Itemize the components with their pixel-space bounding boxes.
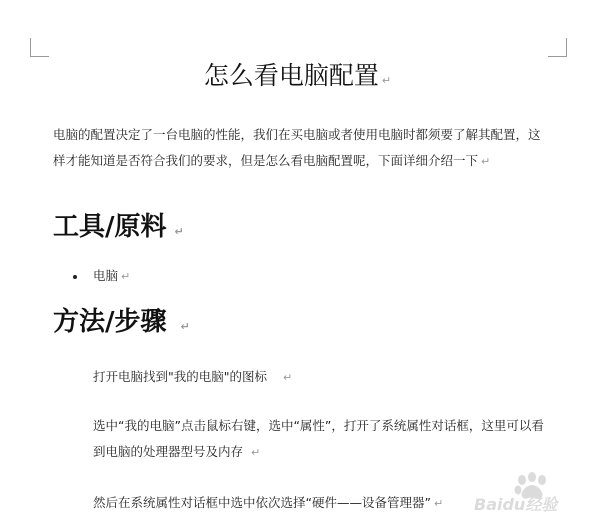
paragraph-mark: ↵ bbox=[481, 155, 491, 168]
tool-item-text: 电脑 bbox=[93, 268, 119, 283]
intro-paragraph bbox=[53, 122, 551, 175]
document-title-text: 怎么看电脑配置 bbox=[203, 61, 379, 90]
step-paragraph-2 bbox=[93, 413, 553, 466]
intro-text: 电脑的配置决定了一台电脑的性能，我们在买电脑或者使用电脑时都须要了解其配置，这样才能知道是否符合我们的要求，但是怎么看电脑配置呢，下面详细介绍一下 bbox=[53, 127, 541, 168]
document-title bbox=[0, 58, 595, 99]
step-2-text: 选中“我的电脑”点击鼠标右键，选中“属性”，打开了系统属性对话框，这里可以看到电脑的处理器型号及内存 bbox=[93, 418, 544, 459]
tools-heading-text: 工具/原料 bbox=[53, 212, 167, 242]
paragraph-mark: ↵ bbox=[251, 446, 261, 459]
step-paragraph-1 bbox=[93, 364, 553, 391]
crop-mark-top-right bbox=[548, 38, 567, 57]
paragraph-mark: ↵ bbox=[381, 74, 392, 87]
paragraph-mark: ↵ bbox=[433, 497, 444, 510]
step-3-text: 然后在系统属性对话框中选中依次选择“硬件——设备管理器” bbox=[93, 495, 431, 510]
paragraph-mark: ↵ bbox=[283, 371, 293, 384]
step-1-text: 打开电脑找到"我的电脑"的图标 bbox=[93, 369, 267, 384]
paragraph-mark: ↵ bbox=[174, 225, 184, 238]
paragraph-mark: ↵ bbox=[180, 320, 190, 333]
watermark-text: Baidu经验 bbox=[474, 495, 558, 514]
bullet-icon bbox=[73, 275, 77, 279]
baidu-jingyan-watermark bbox=[470, 466, 590, 522]
crop-mark-top-left bbox=[30, 38, 49, 57]
tools-heading bbox=[53, 210, 184, 249]
steps-heading-text: 方法/步骤 bbox=[53, 307, 167, 337]
steps-heading bbox=[53, 305, 190, 344]
tools-list-item bbox=[73, 266, 130, 287]
paragraph-mark: ↵ bbox=[121, 270, 131, 283]
